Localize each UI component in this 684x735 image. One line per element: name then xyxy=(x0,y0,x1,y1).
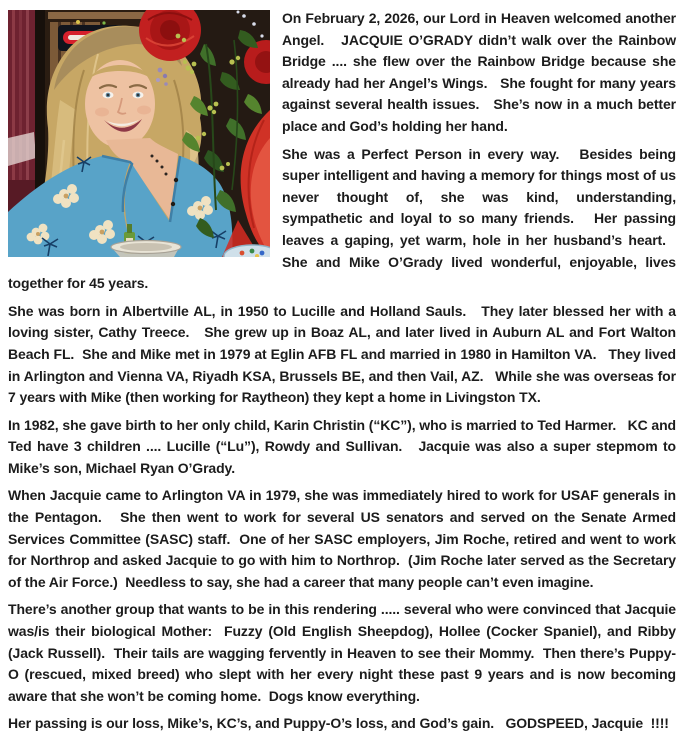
obituary-paragraph-7: Her passing is our loss, Mike’s, KC’s, and Puppy-O’s loss, and God’s gain. GODSPEED, Jacquie !!!! xyxy=(8,715,669,732)
photo-glass xyxy=(111,241,181,258)
obituary-paragraph-1: On February 2, 2026, our Lord in Heaven welcomed another Angel. JACQUIE O’GRADY didn’t walk over the Rainbow Bridge .... she flew over the Rainbow Bridge because she already had her Angel’s Wings. She fought for many years against several health issues. She’s now in a much better place and God’s holding her hand. xyxy=(282,10,676,134)
photo-face xyxy=(85,60,155,148)
memorial-photo xyxy=(8,10,270,257)
obituary-paragraph-4: In 1982, she gave birth to her only child, Karin Christin (“KC”), who is married to Ted Harmer. KC and Ted have 3 children .... Lucille (“Lu”), Rowdy and Sullivan. Jacquie was also a super stepmom to Mike’s son, Michael Ryan O’Grady. xyxy=(8,416,676,476)
obituary-paragraph-2: She was a Perfect Person in every way. Besides being super intelligent and having a memory for things most of us never thought of, she was kind, understanding, sympathetic and loyal to so many friends. Her passing leaves a gaping, yet warm, hole in her husband’s heart. She and Mike O’Grady lived wonderful, enjoyable, lives together for 45 years. xyxy=(8,145,676,292)
obituary-paragraph-6: There’s another group that wants to be in this rendering ..... several who were convinced that Jacquie was/is their biological Mother: Fuzzy (Old English Sheepdog), Hollee (Cocker Spaniel), and Ribby (Jack Russell). Their tails are wagging fervently in Heaven to see their Mommy. Then there’s Puppy-O (rescued, mixed breed) who slept with her every night these past 9 years and is now becoming aware that she won’t be coming home. Dogs know everything. xyxy=(8,601,676,704)
obituary-paragraph-3: She was born in Albertville AL, in 1950 to Lucille and Holland Sauls. They later blessed her with a loving sister, Cathy Treece. She grew up in Boaz AL, and later lived in Auburn AL and Fort Walton Beach FL. She and Mike met in 1979 at Eglin AFB FL and married in 1980 in Hamilton VA. They lived in Arlington and Vienna VA, Riyadh KSA, Brussels BE, and then Vail, AZ. While she was overseas for 7 years with Mike (then working for Raytheon) they kept a home in Livingston TX. xyxy=(8,302,676,406)
obituary-paragraph-5: When Jacquie came to Arlington VA in 1979, she was immediately hired to work for USAF generals in the Pentagon. She then went to work for several US senators and served on the Senate Armed Services Committee (SASC) staff. One of her SASC employers, Jim Roche, retired and went to work for Northrop and asked Jacquie to go with him to Northrop. (Jim Roche later served as the Secretary of the Air Force.) Needless to say, she had a career that many people can’t even imagine. xyxy=(8,487,676,590)
memorial-photo-illustration xyxy=(8,10,270,257)
